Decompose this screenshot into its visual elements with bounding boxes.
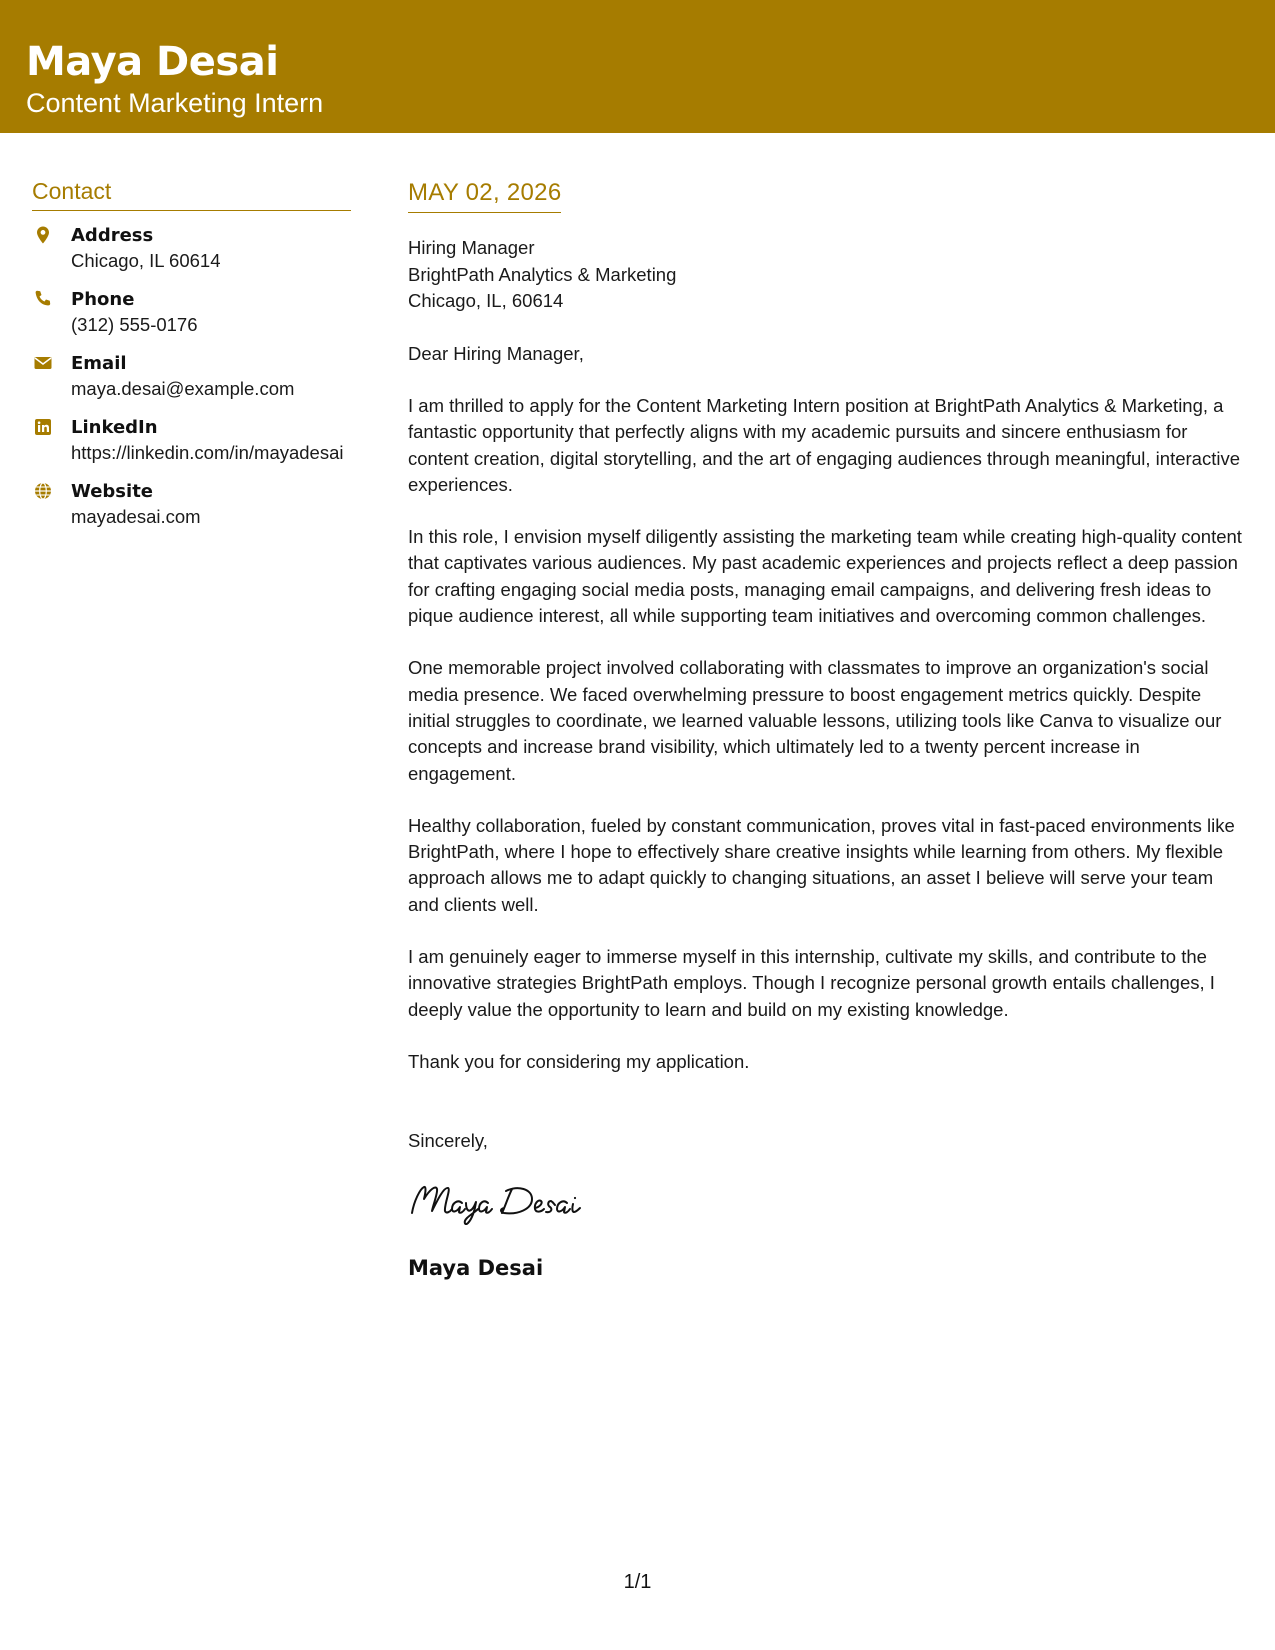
signature-image [408,1177,608,1229]
signer-name: Maya Desai [408,1255,544,1280]
contact-value[interactable]: https://linkedin.com/in/mayadesai [71,442,344,463]
paragraph-3: One memorable project involved collaborating with classmates to improve an organization's social media presence. We faced overwhelming pressure to boost engagement metrics quickly. Despite initial struggles to coordinate, we learned valuable lessons, utilizing tools like Canva to visualize our concepts and increase brand visibility, which ultimately led to a twenty percent increase in engagement. [408,657,1222,784]
contact-label: Address [71,225,154,246]
map-pin-icon [33,225,53,245]
page-number: 1/1 [623,1571,652,1593]
contact-item-linkedin [32,415,351,465]
envelope-icon [33,353,53,373]
contact-item-email [32,351,351,401]
recipient-location: Chicago, IL, 60614 [408,290,564,311]
paragraph-1: I am thrilled to apply for the Content Marketing Intern position at BrightPath Analytics & Marketing, a fantastic opportunity that perfectly aligns with my academic pursuits and sincere enthusiasm for content creation, digital storytelling, and the art of engaging audiences through meaningful, interactive experiences. [408,395,1241,495]
contact-item-website [32,479,351,529]
contact-list [32,223,351,529]
phone-icon [33,289,53,309]
contact-item-address [32,223,351,273]
contact-value: Chicago, IL 60614 [71,250,221,271]
applicant-role: Content Marketing Intern [26,88,324,118]
contact-value[interactable]: mayadesai.com [71,506,201,527]
contact-label: Email [71,353,127,374]
recipient-company: BrightPath Analytics & Marketing [408,263,677,285]
paragraph-5: I am genuinely eager to immerse myself in this internship, cultivate my skills, and contribute to the innovative strategies BrightPath employs. Though I recognize personal growth entails challenges, I deeply value the opportunity to learn and build on my existing knowledge. [408,946,1215,1020]
contact-value[interactable]: maya.desai@example.com [71,378,295,399]
salutation: Dear Hiring Manager, [408,342,584,364]
recipient-title: Hiring Manager [408,237,535,258]
contact-sidebar [32,174,351,543]
globe-icon [33,481,53,501]
handwritten-signature [408,1177,1248,1237]
letter-date: MAY 02, 2026 [408,176,561,213]
header-banner [0,0,1275,133]
paragraph-2: In this role, I envision myself diligently assisting the marketing team while creating high-quality content that captivates various audiences. My past academic experiences and projects reflect a deep passion for crafting engaging social media posts, managing email campaigns, and delivering fresh ideas to pique audience interest, all while supporting team initiatives and overcoming common challenges. [408,526,1242,627]
contact-label: LinkedIn [71,417,158,438]
linkedin-icon [33,417,53,437]
paragraph-4: Healthy collaboration, fueled by constant communication, proves vital in fast-paced environments like BrightPath, where I hope to effectively share creative insights while learning from others. My flexible approach allows me to adapt quickly to changing situations, an asset I believe will serve your team and clients well. [408,814,1235,915]
contact-item-phone [32,287,351,337]
applicant-name: Maya Desai [26,39,279,85]
contact-section-title: Contact [32,174,351,211]
paragraph-6: Thank you for considering my application. [408,1050,750,1072]
contact-label: Website [71,481,154,502]
closing: Sincerely, [408,1130,488,1152]
contact-label: Phone [71,289,135,310]
recipient-block [408,235,1248,315]
contact-value: (312) 555-0176 [71,314,198,335]
letter-body [408,176,1248,1283]
